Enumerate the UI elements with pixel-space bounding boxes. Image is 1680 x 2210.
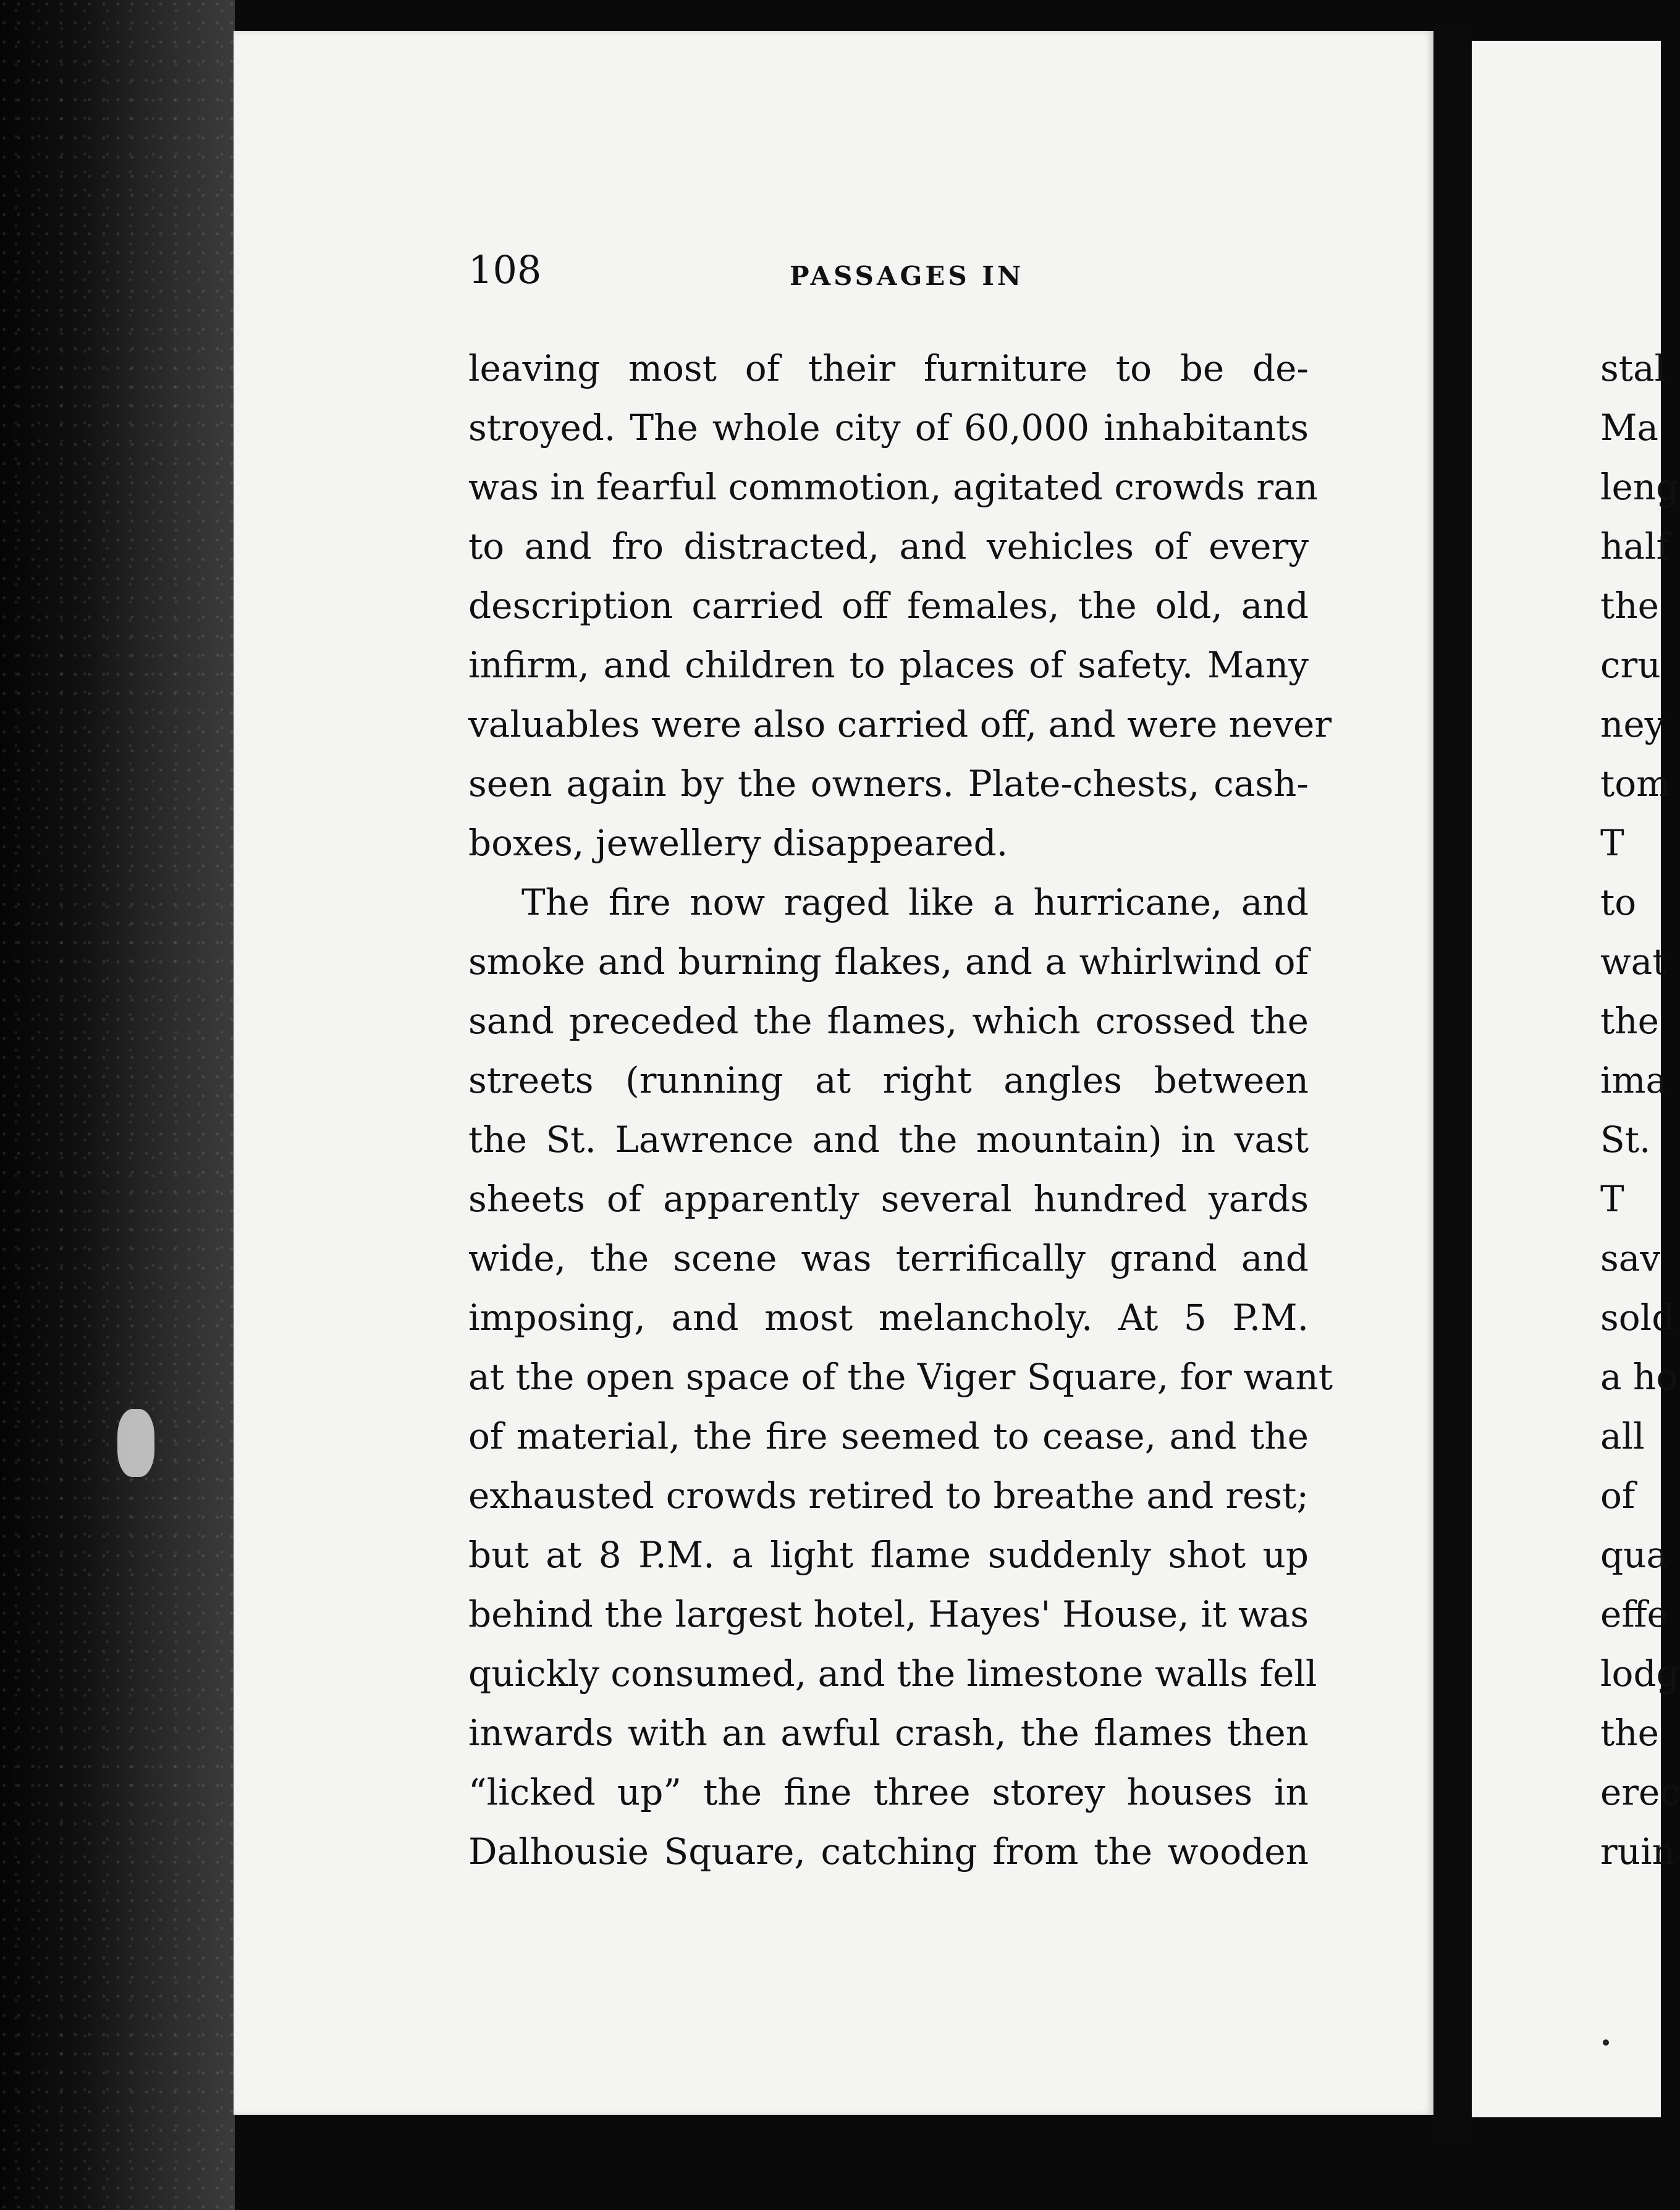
running-head-title: PASSAGES IN [790, 261, 1024, 291]
text-line: Dalhousie Square, catching from the wooden [468, 1831, 1309, 1873]
text-line: boxes, jewellery disappeared. [468, 822, 1008, 864]
text-fragment: wat [1600, 941, 1667, 983]
text-fragment: a ho [1600, 1356, 1678, 1398]
text-line: sand preceded the flames, which crossed the [468, 1000, 1309, 1042]
text-fragment: T [1600, 1178, 1624, 1220]
running-head [468, 247, 1309, 303]
text-fragment: stal [1600, 347, 1666, 389]
text-line: of material, the fire seemed to cease, and the [468, 1415, 1309, 1457]
text-fragment: the [1600, 1000, 1659, 1042]
text-fragment: tom [1600, 763, 1671, 805]
text-fragment: sav [1600, 1237, 1661, 1279]
text-fragment: effe [1600, 1593, 1668, 1635]
text-line: was in fearful commotion, agitated crowds ran [468, 466, 1319, 508]
text-fragment: erec [1600, 1771, 1680, 1813]
text-fragment: Ma [1600, 407, 1658, 449]
text-fragment: qua [1600, 1534, 1668, 1576]
text-fragment: leng [1600, 466, 1679, 508]
text-line: stroyed. The whole city of 60,000 inhabitants [468, 407, 1309, 449]
text-line: sheets of apparently several hundred yards [468, 1178, 1309, 1220]
text-fragment: ruin [1600, 1831, 1675, 1873]
text-line: at the open space of the Viger Square, for want [468, 1356, 1333, 1398]
text-fragment: of [1600, 1475, 1636, 1517]
page-number: 108 [468, 247, 542, 292]
text-fragment: the [1600, 1712, 1659, 1754]
text-fragment: St. [1600, 1119, 1651, 1161]
text-line: smoke and burning flakes, and a whirlwind of [468, 941, 1309, 983]
text-line: infirm, and children to places of safety. Many [468, 644, 1309, 686]
text-line: seen again by the owners. Plate-chests, cash- [468, 763, 1309, 805]
text-line: imposing, and most melancholy. At 5 P.M. [468, 1297, 1309, 1339]
text-line: but at 8 P.M. a light flame suddenly shot up [468, 1534, 1309, 1576]
text-line: leaving most of their furniture to be de- [468, 347, 1309, 389]
text-line: “licked up” the fine three storey houses in [468, 1771, 1309, 1813]
right-page-text-fragments [1600, 339, 1680, 1881]
text-fragment: ima [1600, 1059, 1668, 1101]
text-line: to and fro distracted, and vehicles of every [468, 525, 1309, 567]
text-line: valuables were also carried off, and were never [468, 703, 1332, 745]
ink-dot [1603, 2039, 1609, 2046]
text-line: the St. Lawrence and the mountain) in vast [468, 1119, 1309, 1161]
page-blemish [117, 1409, 154, 1477]
text-line: inwards with an awful crash, the flames then [468, 1712, 1309, 1754]
text-fragment: lodg [1600, 1653, 1679, 1695]
text-line: description carried off females, the old, and [468, 585, 1309, 627]
text-fragment: cru [1600, 644, 1661, 686]
paragraph-start-line: The fire now raged like a hurricane, and [521, 881, 1309, 923]
text-line: wide, the scene was terrifically grand and [468, 1237, 1309, 1279]
text-fragment: the [1600, 585, 1659, 627]
text-line: streets (running at right angles between [468, 1059, 1309, 1101]
book-gutter [1433, 25, 1472, 2138]
text-line: behind the largest hotel, Hayes' House, it was [468, 1593, 1309, 1635]
body-text [468, 339, 1333, 1881]
text-fragment: sold [1600, 1297, 1675, 1339]
text-fragment: ney [1600, 703, 1665, 745]
text-fragment: all [1600, 1415, 1645, 1457]
text-fragment: T [1600, 822, 1624, 864]
text-line: quickly consumed, and the limestone walls fell [468, 1653, 1317, 1695]
book-edge-left [0, 0, 235, 2210]
text-line: exhausted crowds retired to breathe and rest; [468, 1475, 1309, 1517]
text-fragment: half [1600, 525, 1669, 567]
text-fragment: to [1600, 881, 1637, 923]
